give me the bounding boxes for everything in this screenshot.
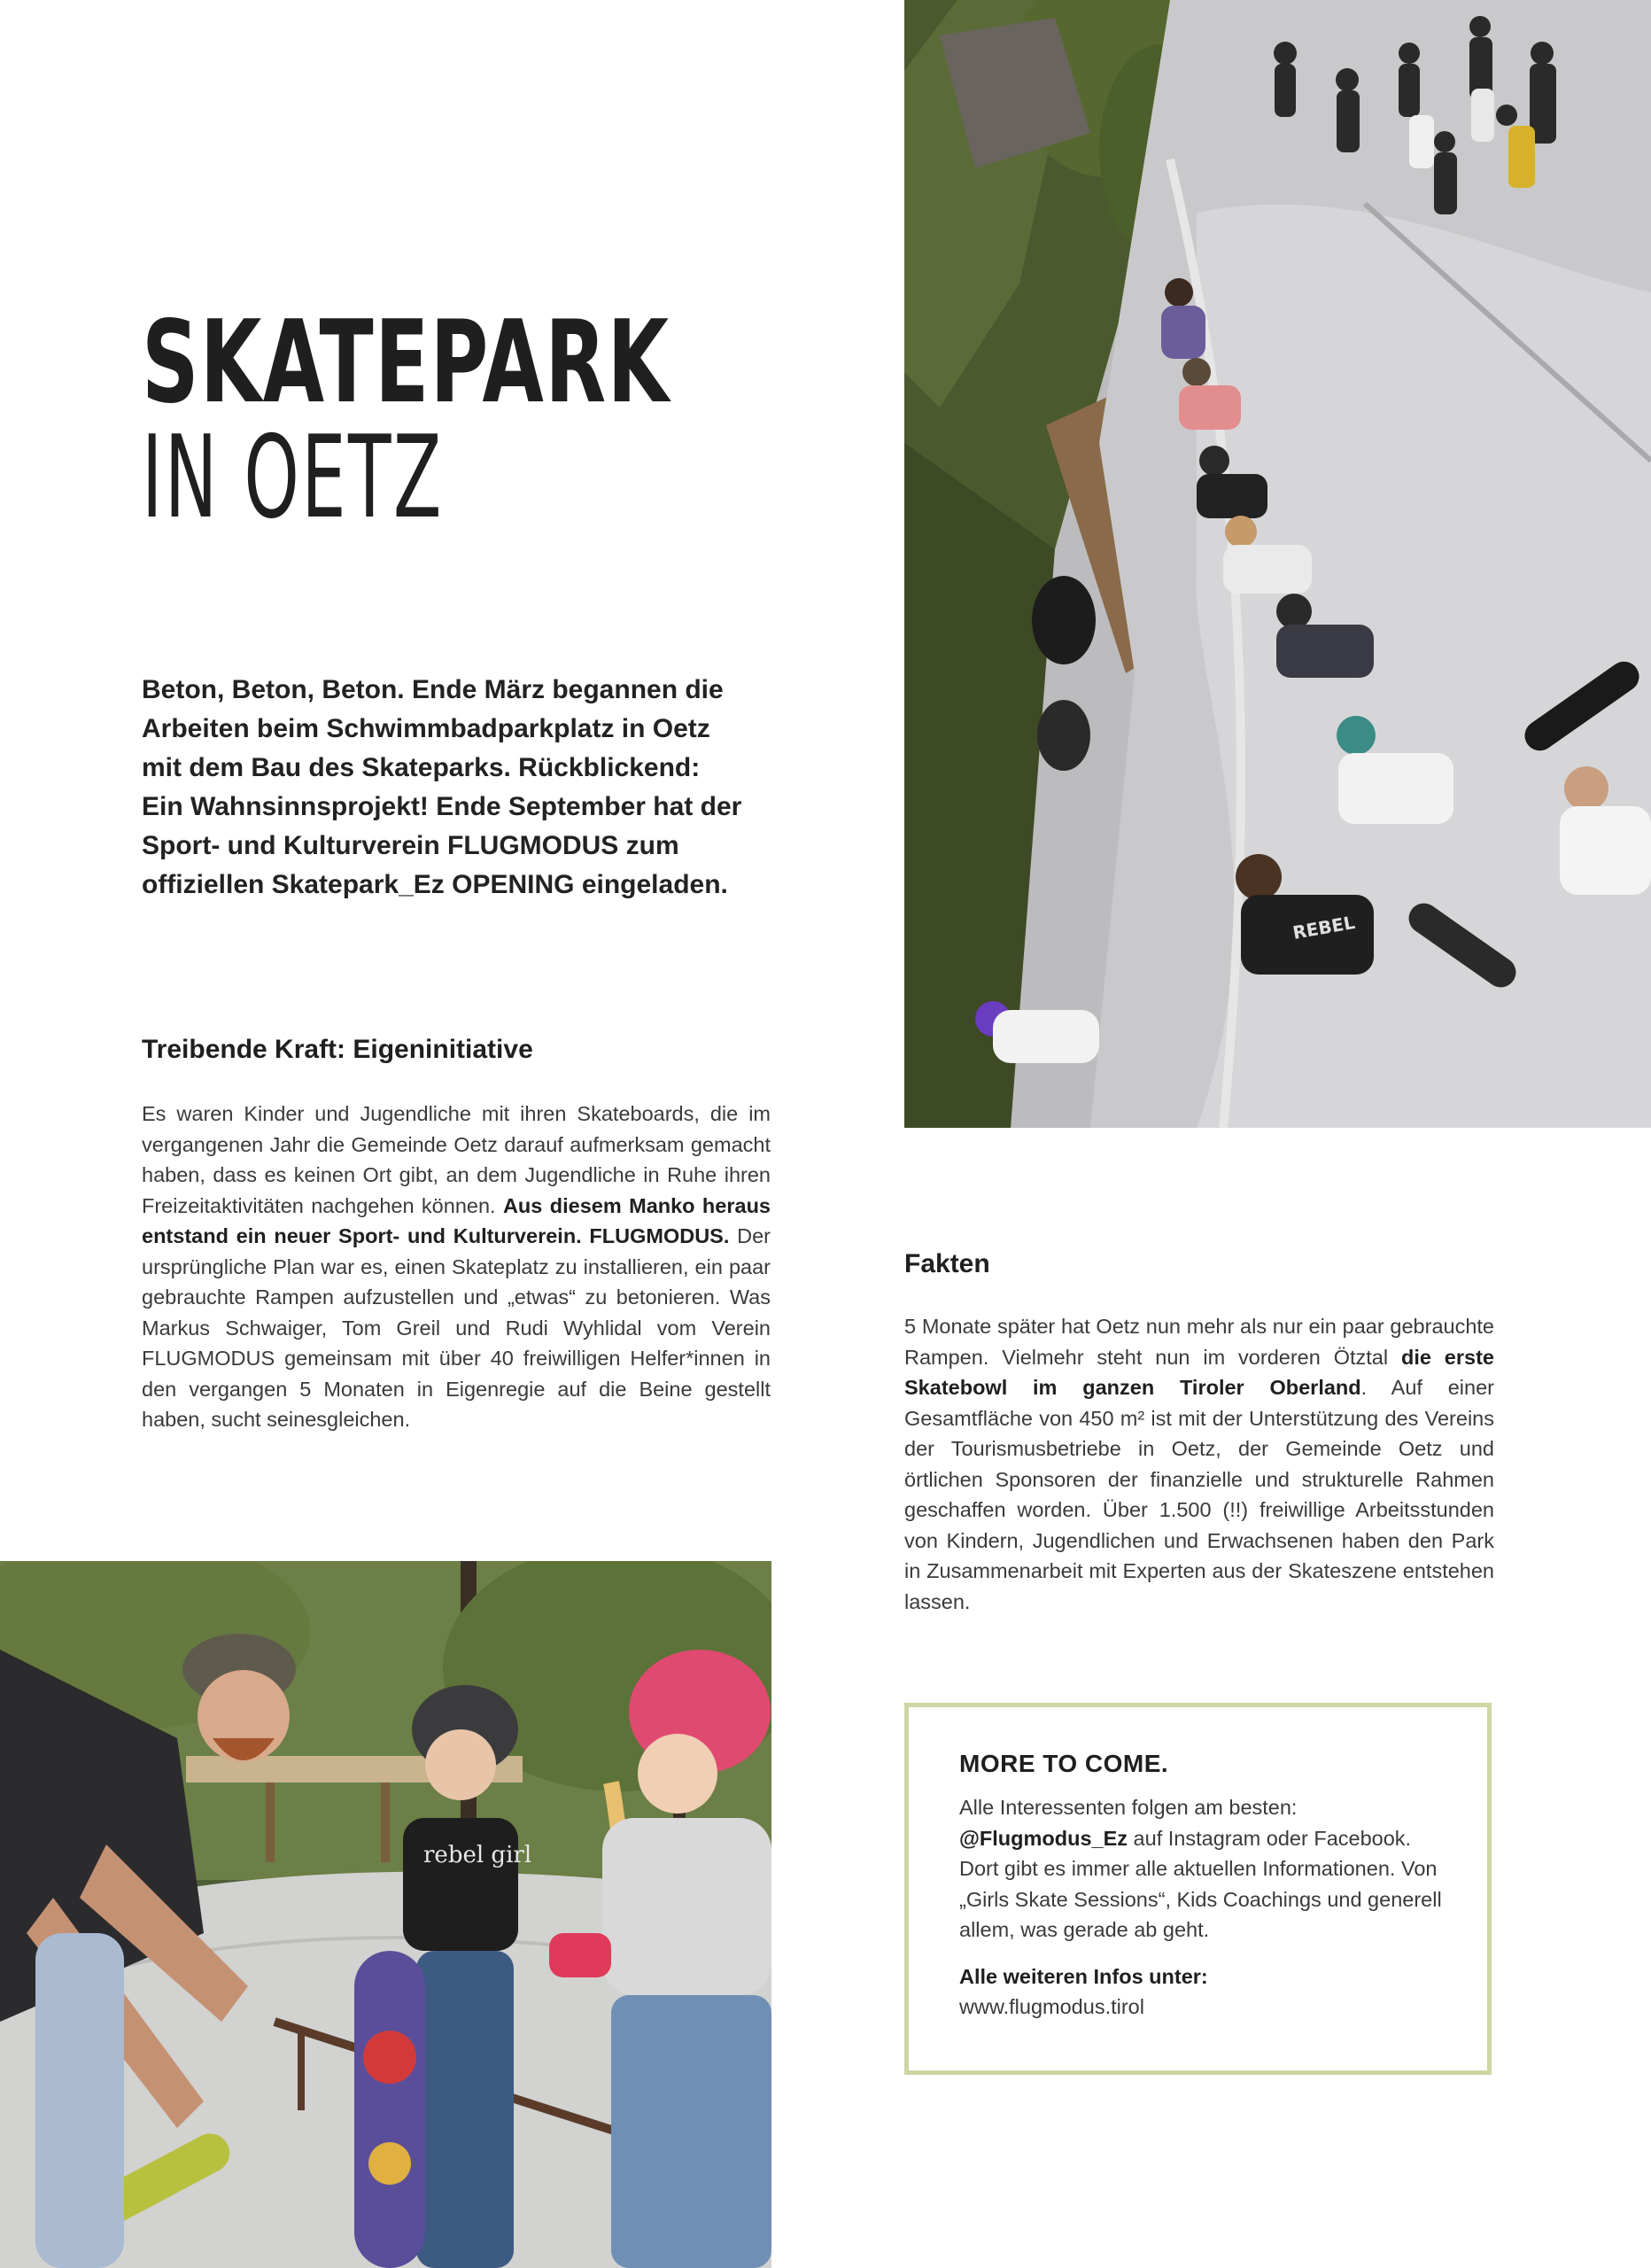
info-box-more xyxy=(959,1961,1455,2023)
website-link[interactable]: www.flugmodus.tirol xyxy=(959,1995,1144,2018)
page-title xyxy=(142,297,762,544)
body-text: 5 Monate später hat Oetz nun mehr als nur ein paar gebrauchte Rampen. Vielmehr steht nun im vorderen Ötztal xyxy=(904,1315,1494,1369)
more-info-label: Alle weiteren Infos unter: xyxy=(959,1964,1208,1988)
section-heading-initiative: Treibende Kraft: Eigeninitiative xyxy=(142,1035,533,1064)
info-box-line: auf Instagram oder Facebook. Dort gibt es immer alle aktuellen Informationen. Von „Girls Skate Sessions“, Kids Coachings und generell allem, was gerade ab geht. xyxy=(959,1826,1442,1941)
photo-kids-coaching xyxy=(0,1561,771,2268)
intro-line: Ein Wahnsinnsprojekt! Ende September hat der xyxy=(142,792,742,821)
shirt-print-text: rebel girl xyxy=(423,1842,532,1868)
body-bold-text: Aus diesem Manko heraus entstand ein neuer Sport- und Kulturverein. FLUGMODUS. xyxy=(142,1193,771,1247)
title-line-1: SKATEPARK xyxy=(142,297,670,429)
photo-skaters-bowl xyxy=(904,0,1651,1128)
title-line-2: IN OETZ xyxy=(142,412,444,544)
body-text: Es waren Kinder und Jugendliche mit ihren Skateboards, die im vergangenen Jahr die Gemeinde Oetz darauf aufmerksam gemacht haben, dass es keinen Ort gibt, an dem Jugendliche in Ruhe ihren Freizeitaktivitäten nachgehen können. xyxy=(142,1102,771,1217)
info-box-title: MORE TO COME. xyxy=(959,1750,1169,1777)
info-box-line: Alle Interessenten folgen am besten: xyxy=(959,1796,1298,1819)
intro-paragraph xyxy=(142,671,779,905)
body-text: Der ursprüngliche Plan war es, einen Skateplatz zu installieren, ein paar gebrauchte Rampen aufzustellen und „etwas“ zu betonieren. Was Markus Schwaiger, Tom Greil und Rudi Wyhlidal vom Verein FLUGMODUS gemeinsam mit über 40 freiwilligen Helfer*innen in den vergangen 5 Monaten in Eigenregie auf die Beine gestellt haben, sucht seinesgleichen. xyxy=(142,1224,771,1431)
section-body-initiative xyxy=(142,1099,771,1435)
intro-line: mit dem Bau des Skateparks. Rückblickend: xyxy=(142,753,701,782)
intro-line: Beton, Beton, Beton. Ende März begannen die xyxy=(142,675,724,704)
info-box xyxy=(904,1703,1492,2075)
intro-line: offiziellen Skatepark_Ez OPENING eingeladen. xyxy=(142,870,728,899)
section-body-facts xyxy=(904,1311,1494,1617)
section-heading-facts: Fakten xyxy=(904,1249,990,1278)
instagram-handle[interactable]: @Flugmodus_Ez xyxy=(959,1826,1128,1850)
intro-line: Sport- und Kulturverein FLUGMODUS zum xyxy=(142,831,679,860)
body-bold-text: die erste Skatebowl im ganzen Tiroler Oberland xyxy=(904,1345,1494,1399)
info-box-text xyxy=(959,1792,1455,1946)
intro-line: Arbeiten beim Schwimmbadparkplatz in Oetz xyxy=(142,714,710,743)
shirt-print-text: REBEL xyxy=(1291,912,1357,944)
body-text: . Auf einer Gesamtfläche von 450 m² ist mit der Unterstützung des Vereins der Tourismusbetriebe in Oetz, der Gemeinde Oetz und örtlichen Sponsoren der finanzielle und strukturelle Rahmen geschaffen worden. Über 1.500 (!!) freiwillige Arbeitsstunden von Kindern, Jugendlichen und Erwachsenen haben den Park in Zusammenarbeit mit Experten aus der Skateszene entstehen lassen. xyxy=(904,1376,1494,1613)
